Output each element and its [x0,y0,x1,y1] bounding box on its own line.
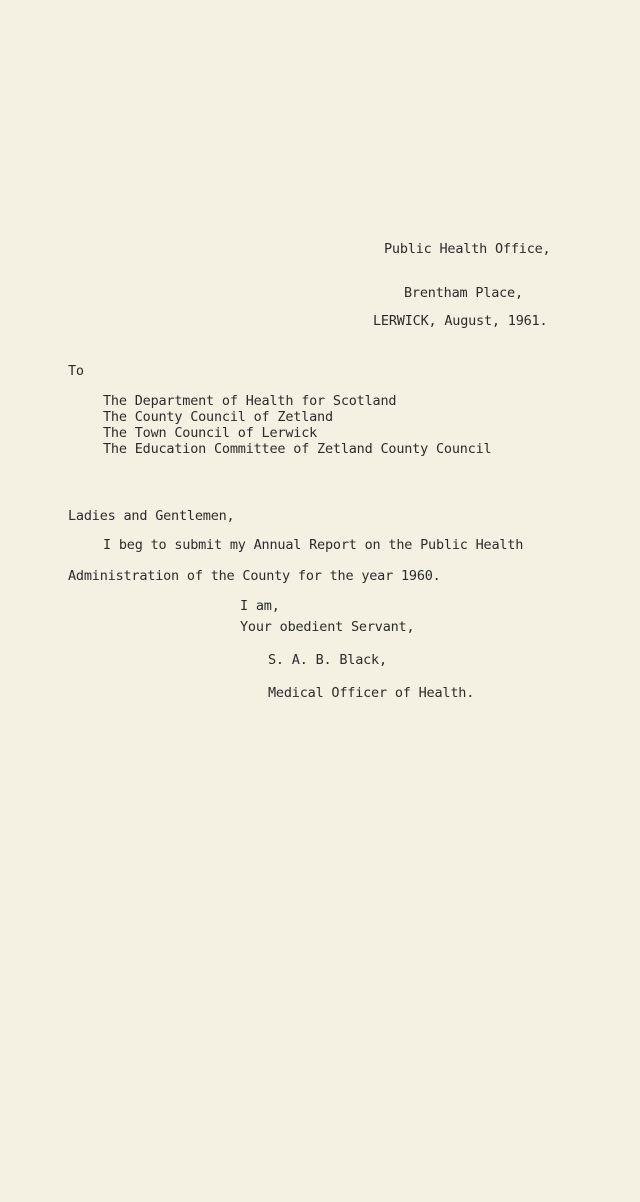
recipient-line: The County Council of Zetland [103,409,333,425]
closing-line: Your obedient Servant, [240,619,415,635]
signatory-title: Medical Officer of Health. [268,685,475,701]
greeting: Ladies and Gentlemen, [68,508,235,524]
address-line-office: Public Health Office, [384,241,551,257]
address-line-date: LERWICK, August, 1961. [373,313,548,329]
recipient-line: The Town Council of Lerwick [103,425,318,441]
recipient-line: The Department of Health for Scotland [103,393,397,409]
signature: S. A. B. Black, [268,652,387,668]
body-line: Administration of the County for the year 1960. [68,568,441,584]
recipient-line: The Education Committee of Zetland County Council [103,441,492,457]
salutation-to: To [68,363,84,379]
body-line: I beg to submit my Annual Report on the Public Health [103,537,524,553]
address-line-place: Brentham Place, [404,285,523,301]
closing-line: I am, [240,598,280,614]
